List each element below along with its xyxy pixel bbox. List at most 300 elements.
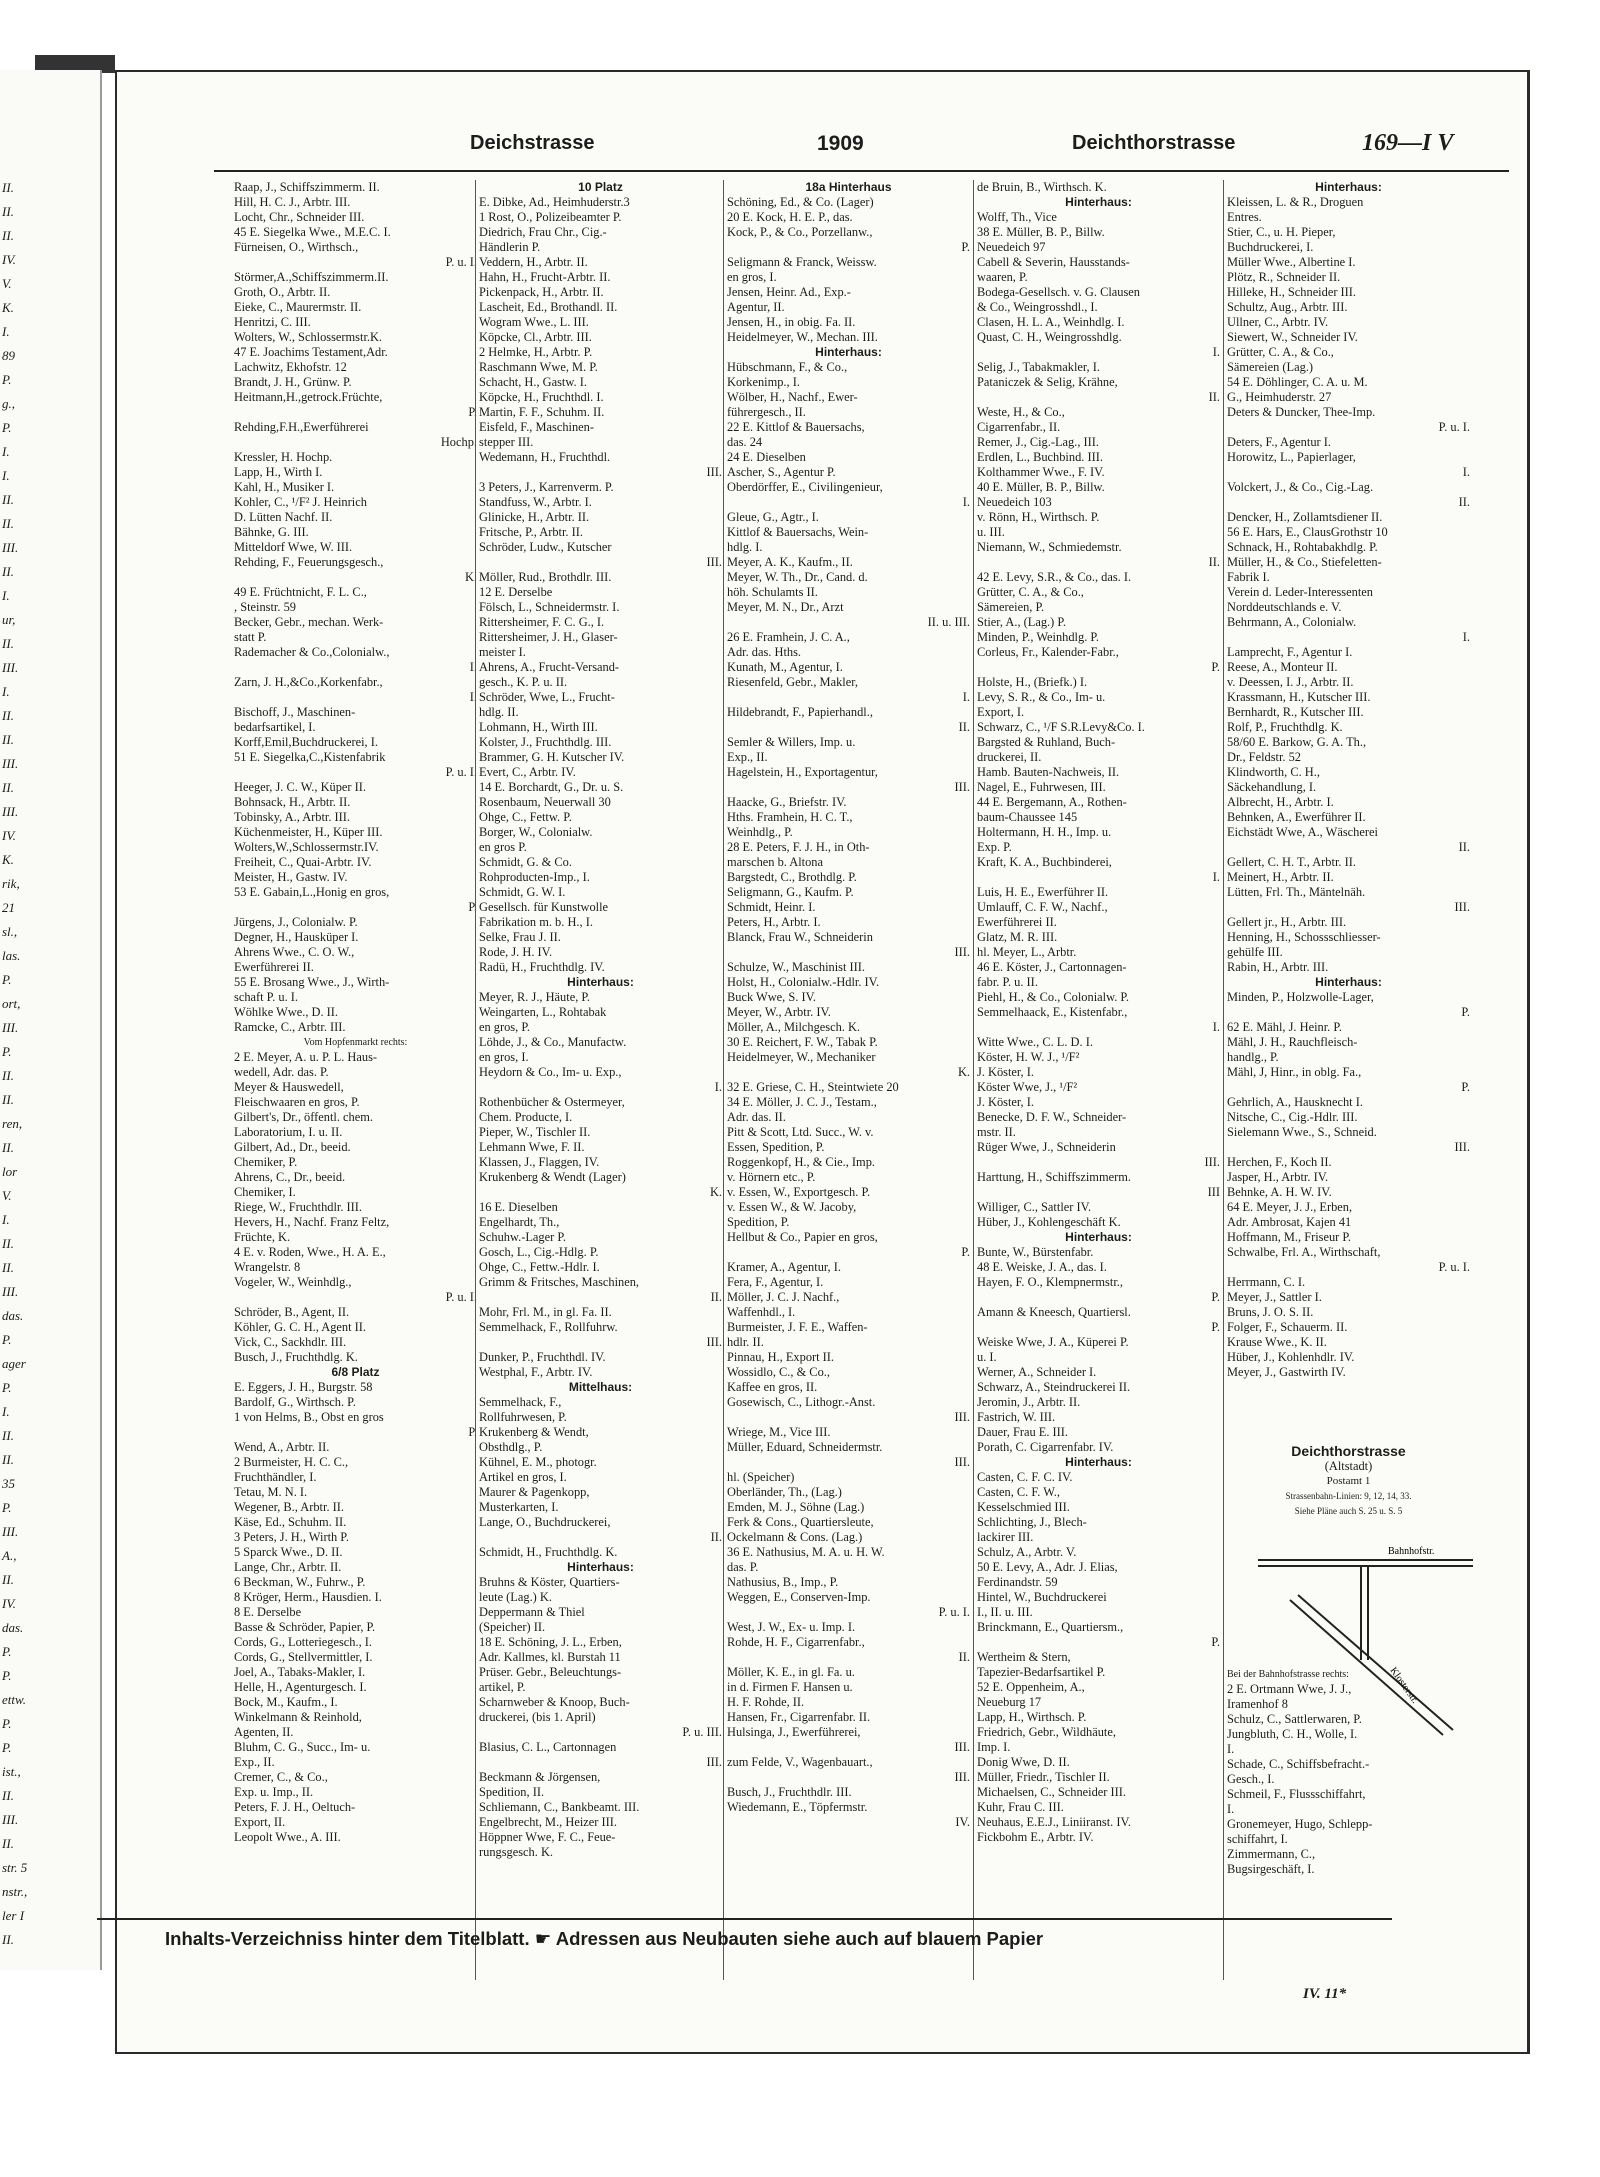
directory-entry: Degner, H., Hausküper I. <box>234 930 359 944</box>
directory-entry: 55 E. Brosang Wwe., J., Wirth- <box>234 975 390 989</box>
prev-page-fragment: 89 <box>2 348 15 363</box>
directory-entry: Buck Wwe, S. IV. <box>727 990 817 1004</box>
directory-entry: Oberdörffer, E., Civilingenieur, <box>727 480 883 494</box>
prev-page-fragment: III. <box>2 1020 19 1035</box>
directory-entry: v. Deessen, I. J., Arbtr. II. <box>1227 675 1354 689</box>
directory-entry: Bargsted & Ruhland, Buch- <box>977 735 1116 749</box>
directory-entry: Eisfeld, F., Maschinen- <box>479 420 594 434</box>
directory-entry: Williger, C., Sattler IV. <box>977 1200 1092 1214</box>
directory-entry: Lehmann Wwe, F. II. <box>479 1140 585 1154</box>
directory-entry: Meyer, W. Th., Dr., Cand. d. <box>727 570 868 584</box>
directory-entry: Ahrens Wwe., C. O. W., <box>234 945 355 959</box>
directory-entry: Chemiker, I. <box>234 1185 296 1199</box>
directory-entry: Wolters,W.,Schlossermstr.IV. <box>234 840 379 854</box>
directory-entry: Deppermann & Thiel <box>479 1605 585 1619</box>
directory-entry: Lachwitz, Ekhofstr. 12 <box>234 360 347 374</box>
prev-page-fragment: K. <box>2 300 14 315</box>
directory-entry: Hansen, Fr., Cigarrenfabr. II. <box>727 1710 871 1724</box>
directory-entry: Korff,Emil,Buchdruckerei, I. <box>234 735 378 749</box>
directory-entry: Imp. I. <box>977 1740 1011 1754</box>
directory-entry: Fruchthändler, I. <box>234 1470 317 1484</box>
directory-entry: Rehding, F., Feuerungsgesch., <box>234 555 384 569</box>
directory-entry: Rohproducten-Imp., I. <box>479 870 590 884</box>
directory-entry: Höppner Wwe, F. C., Feue- <box>479 1830 616 1844</box>
directory-entry: Becker, Gebr., mechan. Werk- <box>234 615 384 629</box>
directory-entry: Wöhlke Wwe., D. II. <box>234 1005 339 1019</box>
directory-entry: P. u. I. <box>445 1290 477 1304</box>
directory-entry: H. F. Rohde, II. <box>727 1695 805 1709</box>
directory-entry: Beckmann & Jörgensen, <box>479 1770 601 1784</box>
directory-entry: Heidelmeyer, W., Mechan. III. <box>727 330 878 344</box>
prev-page-fragment: III. <box>2 1812 19 1827</box>
directory-entry: Radü, H., Fruchthdlg. IV. <box>479 960 605 974</box>
prev-page-fragment: nstr., <box>2 1884 28 1899</box>
directory-entry: fabr. P. u. II. <box>977 975 1038 989</box>
prev-page-fragment: P. <box>2 1380 12 1395</box>
directory-entry: Tapezier-Bedarfsartikel P. <box>977 1665 1106 1679</box>
prev-page-fragment: IV. <box>2 252 16 267</box>
directory-entry: Chem. Producte, I. <box>479 1110 573 1124</box>
directory-entry: Möller, A., Milchgesch. K. <box>727 1020 861 1034</box>
directory-entry: Exp. P. <box>977 840 1012 854</box>
directory-entry: Schmidt, G. & Co. <box>479 855 572 869</box>
prev-page-fragment: I. <box>2 444 10 459</box>
directory-entry: Adr. Ambrosat, Kajen 41 <box>1227 1215 1352 1229</box>
directory-entry: Müller, H., & Co., Stiefeletten- <box>1227 555 1382 569</box>
directory-entry: hdlg. II. <box>479 705 519 719</box>
directory-entry: Hinterhaus: <box>567 975 634 989</box>
directory-entry: Riesenfeld, Gebr., Makler, <box>727 675 858 689</box>
column-1 <box>234 180 477 1985</box>
directory-entry: Kahl, H., Musiker I. <box>234 480 335 494</box>
prev-page-fragment: sl., <box>2 924 18 939</box>
directory-entry: Prüser. Gebr., Beleuchtungs- <box>479 1665 622 1679</box>
directory-entry: Weggen, E., Conserven-Imp. <box>727 1590 871 1604</box>
directory-entry: marschen b. Altona <box>727 855 824 869</box>
directory-entry: Weiske Wwe, J. A., Küperei P. <box>977 1335 1129 1349</box>
directory-entry: Wend, A., Arbtr. II. <box>234 1440 330 1454</box>
directory-entry: Kramer, A., Agentur, I. <box>727 1260 841 1274</box>
directory-entry: Fürneisen, O., Wirthsch., <box>234 240 359 254</box>
section-subtitle: (Altstadt) <box>1324 1459 1373 1473</box>
directory-entry: Borger, W., Colonialw. <box>479 825 593 839</box>
directory-entry: Köpcke, H., Fruchthdl. I. <box>479 390 604 404</box>
directory-entry: Benecke, D. F. W., Schneider- <box>977 1110 1127 1124</box>
directory-entry: Schwarz, C., ¹/F S.R.Levy&Co. I. <box>977 720 1145 734</box>
directory-entry: III. <box>1454 900 1470 914</box>
directory-entry: en gros P. <box>479 840 527 854</box>
directory-entry: Ockelmann & Cons. (Lag.) <box>727 1530 863 1544</box>
directory-entry: Mohr, Frl. M., in gl. Fa. II. <box>479 1305 612 1319</box>
klosterstr-line <box>1298 1595 1453 1730</box>
directory-entry: Müller, Eduard, Schneidermstr. <box>727 1440 883 1454</box>
section-strassenbahn: Strassenbahn-Linien: 9, 12, 14, 33. <box>1285 1491 1412 1501</box>
directory-entry: Schmidt, Heinr. I. <box>727 900 816 914</box>
directory-entry: Bähnke, G. III. <box>234 525 309 539</box>
directory-entry: Händlerin P. <box>479 240 541 254</box>
directory-entry: Jürgens, J., Colonialw. P. <box>234 915 358 929</box>
directory-entry: Bargstedt, C., Brothdlg. P. <box>727 870 857 884</box>
directory-entry: 50 E. Levy, A., Adr. J. Elias, <box>977 1560 1118 1574</box>
directory-entry: Mähl, J. H., Rauchfleisch- <box>1227 1035 1358 1049</box>
page-header <box>117 132 1527 162</box>
directory-entry: Henritzi, C. III. <box>234 315 311 329</box>
directory-entry: III. <box>706 465 722 479</box>
directory-entry: Säckehandlung, I. <box>1227 780 1317 794</box>
directory-entry: P. <box>1211 1290 1220 1304</box>
prev-page-fragment: II. <box>2 1428 14 1443</box>
directory-entry: Joel, A., Tabaks-Makler, I. <box>234 1665 366 1679</box>
directory-entry: Peters, H., Arbtr. I. <box>727 915 821 929</box>
directory-entry: Schöning, Ed., & Co. (Lager) <box>727 195 874 209</box>
directory-entry: Dunker, P., Fruchthdl. IV. <box>479 1350 606 1364</box>
directory-entry: Iramenhof 8 <box>1227 1697 1288 1711</box>
directory-entry: 3 Peters, J., Karrenverm. P. <box>479 480 614 494</box>
directory-entry: I. <box>962 690 970 704</box>
directory-entry: Artikel en gros, I. <box>479 1470 567 1484</box>
directory-entry: Gosewisch, C., Lithogr.-Anst. <box>727 1395 876 1409</box>
directory-entry: , Steinstr. 59 <box>234 600 296 614</box>
directory-entry: Wiedemann, E., Töpfermstr. <box>727 1800 868 1814</box>
directory-entry: & Co., Weingrosshdl., I. <box>977 300 1098 314</box>
directory-entry: Seligmann, G., Kaufm. P. <box>727 885 854 899</box>
directory-entry: Erdlen, L., Buchbind. III. <box>977 450 1103 464</box>
directory-entry: 20 E. Kock, H. E. P., das. <box>727 210 853 224</box>
directory-entry: Ahrens, A., Frucht-Versand- <box>479 660 620 674</box>
directory-entry: Musterkarten, I. <box>479 1500 559 1514</box>
directory-entry: Hinterhaus: <box>1315 975 1382 989</box>
directory-entry: in d. Firmen F. Hansen u. <box>727 1680 853 1694</box>
directory-entry: Hellbut & Co., Papier en gros, <box>727 1230 878 1244</box>
prev-page-fragment: P. <box>2 1716 12 1731</box>
directory-entry: Hochp. <box>440 435 477 449</box>
prev-page-fragment: II. <box>2 1572 14 1587</box>
prev-page-fragment: III. <box>2 540 19 555</box>
directory-entry: P. u. I. <box>1438 420 1470 434</box>
prev-page-fragment: ren, <box>2 1116 23 1131</box>
prev-page-fragment: lor <box>2 1164 18 1179</box>
directory-entry: Evert, C., Arbtr. IV. <box>479 765 576 779</box>
directory-entry: Hulsinga, J., Ewerführerei, <box>727 1725 861 1739</box>
directory-entry: Köhler, G. C. H., Agent II. <box>234 1320 366 1334</box>
prev-page-fragment: I. <box>2 684 10 699</box>
directory-entry: Standfuss, W., Arbtr. I. <box>479 495 592 509</box>
column-3 <box>727 180 970 1985</box>
directory-entry: Ferk & Cons., Quartiersleute, <box>727 1515 874 1529</box>
directory-entry: Exp., II. <box>234 1755 275 1769</box>
directory-entry: Spedition, P. <box>727 1215 790 1229</box>
directory-entry: II. <box>710 1530 722 1544</box>
directory-entry: P. u. I. <box>445 255 477 269</box>
directory-entry: Wolters, W., Schlossermstr.K. <box>234 330 383 344</box>
directory-entry: Buchdruckerei, I. <box>1227 240 1314 254</box>
directory-entry: Rosenbaum, Neuerwall 30 <box>479 795 611 809</box>
directory-entry: Raap, J., Schiffszimmerm. II. <box>234 180 380 194</box>
directory-entry: Semmelhack, F., Rollfuhrw. <box>479 1320 618 1334</box>
prev-page-fragment: IV. <box>2 1596 16 1611</box>
directory-entry: P. u. III. <box>682 1725 722 1739</box>
directory-entry: Cabell & Severin, Hausstands- <box>977 255 1130 269</box>
directory-entry: Nathusius, B., Imp., P. <box>727 1575 839 1589</box>
directory-entry: Wogram Wwe., L. III. <box>479 315 589 329</box>
directory-entry: II. <box>1208 555 1220 569</box>
directory-entry: Meyer, W., Arbtr. IV. <box>727 1005 831 1019</box>
directory-entry: Helle, H., Agenturgesch. I. <box>234 1680 367 1694</box>
directory-entry: Engelhardt, Th., <box>479 1215 560 1229</box>
directory-entry: Holste, H., (Briefk.) I. <box>977 675 1088 689</box>
directory-entry: Hübschmann, F., & Co., <box>727 360 848 374</box>
directory-entry: u. I. <box>977 1350 997 1364</box>
directory-entry: hl. (Speicher) <box>727 1470 795 1484</box>
directory-entry: P. <box>961 1245 970 1259</box>
prev-page-fragment: II. <box>2 636 14 651</box>
directory-entry: Weste, H., & Co., <box>977 405 1065 419</box>
prev-page-fragment: str. 5 <box>2 1860 28 1875</box>
directory-entry: Weingarten, L., Rohtabak <box>479 1005 607 1019</box>
directory-entry: Gosch, L., Cig.-Hdlg. P. <box>479 1245 599 1259</box>
directory-entry: Schulz, A., Arbtr. V. <box>977 1545 1077 1559</box>
prev-page-fragment: ist., <box>2 1764 21 1779</box>
directory-entry: Kressler, H. Hochp. <box>234 450 333 464</box>
directory-entry: Pieper, W., Tischler II. <box>479 1125 591 1139</box>
directory-entry: Rothenbücher & Ostermeyer, <box>479 1095 625 1109</box>
directory-entry: 52 E. Oppenheim, A., <box>977 1680 1085 1694</box>
prev-page-fragment: P. <box>2 1044 12 1059</box>
directory-entry: Export, I. <box>977 705 1025 719</box>
directory-entry: 1 von Helms, B., Obst en gros <box>234 1410 384 1424</box>
prev-page-fragment: P. <box>2 1332 12 1347</box>
directory-entry: Bischoff, J., Maschinen- <box>234 705 356 719</box>
directory-entry: Semmelhaack, E., Kistenfabr., <box>977 1005 1128 1019</box>
directory-entry: 56 E. Hars, E., ClausGrothstr 10 <box>1227 525 1388 539</box>
directory-entry: Zarn, J. H.,&Co.,Korkenfabr., <box>234 675 383 689</box>
directory-entry: Hahn, H., Frucht-Arbtr. II. <box>479 270 611 284</box>
directory-entry: Adr. das. II. <box>727 1110 786 1124</box>
prev-page-fragment: III. <box>2 756 19 771</box>
directory-entry: Hamb. Bauten-Nachweis, II. <box>977 765 1120 779</box>
directory-entry: gehülfe III. <box>1227 945 1283 959</box>
directory-entry: Ramcke, C., Arbtr. III. <box>234 1020 346 1034</box>
directory-entry: Krassmann, H., Kutscher III. <box>1227 690 1371 704</box>
footer-rule <box>97 1918 1392 1920</box>
directory-entry: Kittlof & Bauersachs, Wein- <box>727 525 869 539</box>
directory-entry: Export, II. <box>234 1815 286 1829</box>
prev-page-fragment: P. <box>2 1500 12 1515</box>
directory-entry: Hths. Framhein, H. C. T., <box>727 810 853 824</box>
directory-entry: Kesselschmied III. <box>977 1500 1070 1514</box>
directory-entry: D. Lütten Nachf. II. <box>234 510 333 524</box>
directory-entry: Umlauff, C. F. W., Nachf., <box>977 900 1108 914</box>
directory-entry: Wertheim & Stern, <box>977 1650 1071 1664</box>
directory-entry: 8 E. Derselbe <box>234 1605 302 1619</box>
directory-entry: Ewerführerei II. <box>977 915 1057 929</box>
directory-entry: Minden, P., Holzwolle-Lager, <box>1227 990 1374 1004</box>
previous-page-edge <box>0 70 102 1970</box>
directory-entry: 12 E. Derselbe <box>479 585 553 599</box>
directory-entry: 2 Burmeister, H. C. C., <box>234 1455 349 1469</box>
directory-entry: J. Köster, I. <box>977 1095 1034 1109</box>
prev-page-fragment: P. <box>2 372 12 387</box>
directory-entry: Jungbluth, C. H., Wolle, I. <box>1227 1727 1358 1741</box>
directory-entry: rungsgesch. K. <box>479 1845 553 1859</box>
directory-entry: Korkenimp., I. <box>727 375 800 389</box>
directory-entry: Spedition, II. <box>479 1785 545 1799</box>
directory-entry: 1 Rost, O., Polizeibeamter P. <box>479 210 622 224</box>
directory-entry: Hoffmann, M., Friseur P. <box>1227 1230 1352 1244</box>
directory-entry: Hilleke, H., Schneider III. <box>1227 285 1357 299</box>
directory-entry: leute (Lag.) K. <box>479 1590 552 1604</box>
directory-entry: Fabrik I. <box>1227 570 1270 584</box>
directory-entry: Rabin, H., Arbtr. III. <box>1227 960 1329 974</box>
directory-entry: 5 Sparck Wwe., D. II. <box>234 1545 343 1559</box>
directory-entry: v. Essen W., & W. Jacoby, <box>727 1200 857 1214</box>
directory-entry: Schröder, B., Agent, II. <box>234 1305 350 1319</box>
directory-entry: Freiheit, C., Quai-Arbtr. IV. <box>234 855 372 869</box>
directory-entry: Blasius, C. L., Cartonnagen <box>479 1740 617 1754</box>
directory-entry: Ahrens, C., Dr., beeid. <box>234 1170 346 1184</box>
column-divider <box>723 180 724 1980</box>
directory-entry: Jasper, H., Arbtr. IV. <box>1227 1170 1329 1184</box>
directory-entry: Bock, M., Kaufm., I. <box>234 1695 338 1709</box>
directory-entry: Bruhns & Köster, Quartiers- <box>479 1575 620 1589</box>
directory-entry: Hayen, F. O., Klempnermstr., <box>977 1275 1123 1289</box>
directory-entry: Küchenmeister, H., Küper III. <box>234 825 383 839</box>
directory-entry: III. <box>954 780 970 794</box>
directory-entry: Niemann, W., Schmiedemstr. <box>977 540 1122 554</box>
prev-page-fragment: das. <box>2 1620 24 1635</box>
directory-entry: hdlr. II. <box>727 1335 764 1349</box>
directory-entry: v. Essen, W., Exportgesch. P. <box>727 1185 871 1199</box>
directory-entry: stepper III. <box>479 435 534 449</box>
prev-page-fragment: II. <box>2 1836 14 1851</box>
prev-page-fragment: II. <box>2 1140 14 1155</box>
prev-page-fragment: ort, <box>2 996 21 1011</box>
directory-entry: Lange, Chr., Arbtr. II. <box>234 1560 342 1574</box>
directory-entry: 30 E. Reichert, F. W., Tabak P. <box>727 1035 878 1049</box>
directory-entry: Schultz, Aug., Arbtr. III. <box>1227 300 1348 314</box>
directory-entry: Ferdinandstr. 59 <box>977 1575 1058 1589</box>
directory-entry: Harttung, H., Schiffszimmerm. <box>977 1170 1131 1184</box>
directory-entry: Hevers, H., Nachf. Franz Feltz, <box>234 1215 390 1229</box>
directory-entry: Entres. <box>1227 210 1262 224</box>
directory-entry: P. <box>1461 1005 1470 1019</box>
directory-entry: Mittelhaus: <box>568 1380 633 1394</box>
directory-entry: v. Rönn, H., Wirthsch. P. <box>977 510 1100 524</box>
directory-entry: Casten, C. F. W., <box>977 1485 1060 1499</box>
directory-entry: Sämereien (Lag.) <box>1227 360 1314 374</box>
section-title: Deichthorstrasse <box>1291 1444 1406 1459</box>
column-4 <box>977 180 1220 1985</box>
directory-entry: u. III. <box>977 525 1005 539</box>
directory-entry: K. <box>464 570 477 584</box>
directory-entry: Meyer, J., Gastwirth IV. <box>1227 1365 1346 1379</box>
directory-entry: Jensen, H., in obig. Fa. II. <box>727 315 856 329</box>
directory-entry: Selig, J., Tabakmakler, I. <box>977 360 1100 374</box>
directory-entry: Heydorn & Co., Im- u. Exp., <box>479 1065 622 1079</box>
directory-entry: Schacht, H., Gastw. I. <box>479 375 587 389</box>
directory-entry: Krukenberg & Wendt (Lager) <box>479 1170 626 1184</box>
directory-entry: Henning, H., Schossschliesser- <box>1227 930 1381 944</box>
directory-entry: 64 E. Meyer, J. J., Erben, <box>1227 1200 1353 1214</box>
directory-entry: I., II. u. III. <box>977 1605 1033 1619</box>
directory-entry: Bei der Bahnhofstrasse rechts: <box>1227 1669 1349 1680</box>
directory-entry: Semler & Willers, Imp. u. <box>727 735 856 749</box>
directory-entry: Neuedeich 97 <box>977 240 1046 254</box>
directory-entry: Locht, Chr., Schneider III. <box>234 210 365 224</box>
prev-page-fragment: V. <box>2 276 12 291</box>
directory-entry: Engelbrecht, M., Heizer III. <box>479 1815 617 1829</box>
prev-page-fragment: II. <box>2 1932 14 1947</box>
directory-entry: Amann & Kneesch, Quartiersl. <box>977 1305 1131 1319</box>
directory-entry: Krause Wwe., K. II. <box>1227 1335 1327 1349</box>
directory-entry: Neuhaus, E.E.J., Liniiranst. IV. <box>977 1815 1131 1829</box>
directory-entry: Vom Hopfenmarkt rechts: <box>303 1037 408 1048</box>
directory-entry: III. <box>954 945 970 959</box>
directory-entry: Riege, W., Fruchthdlr. III. <box>234 1200 363 1214</box>
prev-page-fragment: IV. <box>2 828 16 843</box>
prev-page-fragment: 35 <box>2 1476 15 1491</box>
directory-entry: Hinterhaus: <box>1065 1455 1132 1469</box>
directory-entry: Hüber, J., Kohlenhdlr. IV. <box>1227 1350 1355 1364</box>
directory-entry: II. <box>958 720 970 734</box>
directory-entry: Haacke, G., Briefstr. IV. <box>727 795 847 809</box>
directory-entry: de Bruin, B., Wirthsch. K. <box>977 180 1107 194</box>
directory-entry: II. <box>1458 495 1470 509</box>
directory-entry: I. <box>962 495 970 509</box>
directory-entry: I. <box>1227 1802 1235 1816</box>
directory-entry: Behnken, A., Ewerführer II. <box>1227 810 1366 824</box>
prev-page-fragment: las. <box>2 948 21 963</box>
directory-entry: 24 E. Dieselben <box>727 450 806 464</box>
directory-entry: 28 E. Peters, F. J. H., in Oth- <box>727 840 870 854</box>
directory-entry: 54 E. Döhlinger, C. A. u. M. <box>1227 375 1368 389</box>
directory-entry: lackirer III. <box>977 1530 1034 1544</box>
directory-entry: Jeromin, J., Arbtr. II. <box>977 1395 1081 1409</box>
directory-entry: Schulze, W., Maschinist III. <box>727 960 865 974</box>
directory-entry: Neuedeich 103 <box>977 495 1052 509</box>
directory-entry: baum-Chaussee 145 <box>977 810 1078 824</box>
directory-entry: Gronemeyer, Hugo, Schlepp- <box>1227 1817 1373 1831</box>
directory-entry: Meyer, J., Sattler I. <box>1227 1290 1322 1304</box>
directory-entry: hl. Meyer, L., Arbtr. <box>977 945 1077 959</box>
directory-entry: Heidelmeyer, W., Mechaniker <box>727 1050 876 1064</box>
directory-entry: Peters, F. J. H., Oeltuch- <box>234 1800 356 1814</box>
directory-entry: 44 E. Bergemann, A., Rothen- <box>977 795 1127 809</box>
directory-entry: Stier, A., (Lag.) P. <box>977 615 1066 629</box>
directory-entry: Eieke, C., Maurermstr. II. <box>234 300 362 314</box>
directory-entry: v. Hörnern etc., P. <box>727 1170 816 1184</box>
directory-entry: Lascheit, Ed., Brothandl. II. <box>479 300 618 314</box>
column-divider <box>973 180 974 1980</box>
directory-entry: III. <box>706 1335 722 1349</box>
directory-entry: Cords, G., Lotteriegesch., I. <box>234 1635 372 1649</box>
prev-page-fragment: I. <box>2 588 10 603</box>
directory-entry: Donig Wwe, D. II. <box>977 1755 1070 1769</box>
directory-entry: Cremer, C., & Co., <box>234 1770 328 1784</box>
header-rule <box>214 170 1509 172</box>
directory-entry: Sämereien, P. <box>977 600 1045 614</box>
directory-entry: Basse & Schröder, Papier, P. <box>234 1620 376 1634</box>
directory-entry: waaren, P. <box>977 270 1028 284</box>
directory-entry: P. u. I. <box>1438 1260 1470 1274</box>
directory-entry: statt P. <box>234 630 267 644</box>
directory-entry: I. <box>1212 1020 1220 1034</box>
directory-entry: Kolthammer Wwe., F. IV. <box>977 465 1105 479</box>
directory-entry: Ewerführerei II. <box>234 960 314 974</box>
directory-entry: Herchen, F., Koch II. <box>1227 1155 1332 1169</box>
directory-entry: I. <box>1227 1742 1235 1756</box>
directory-entry: Krukenberg & Wendt, <box>479 1425 589 1439</box>
